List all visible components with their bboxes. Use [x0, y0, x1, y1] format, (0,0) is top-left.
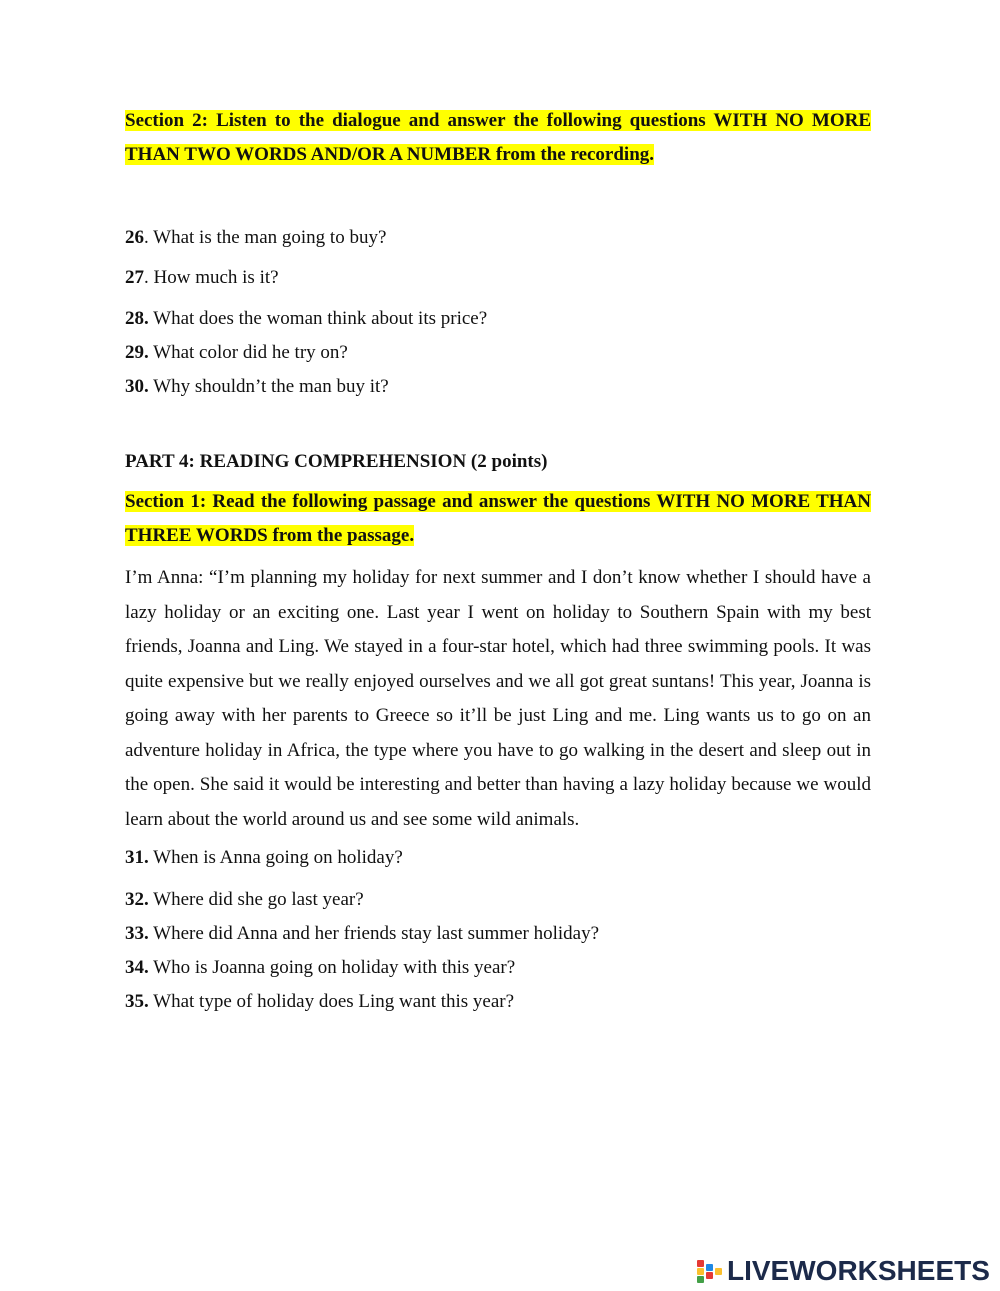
question-31 — [125, 846, 871, 870]
question-number: 35. — [125, 991, 149, 1012]
logo-tile-icon — [715, 1268, 722, 1275]
part-4-title: PART 4: READING COMPREHENSION (2 points) — [125, 451, 548, 472]
question-28 — [125, 307, 871, 331]
question-26 — [125, 226, 871, 250]
question-text: Why shouldn’t the man buy it? — [148, 376, 389, 397]
question-text: . How much is it? — [144, 267, 279, 288]
section-2-heading — [125, 104, 871, 172]
section-1-heading-text: Section 1: Read the following passage and answer the questions WITH NO MORE THAN THREE WORDS from the passage. — [125, 491, 871, 546]
question-27 — [125, 266, 871, 290]
logo-tile-icon — [697, 1260, 704, 1267]
question-number: 33. — [125, 923, 149, 944]
question-number: 28. — [125, 308, 149, 329]
question-text: What type of holiday does Ling want this year? — [148, 991, 515, 1012]
logo-tile-icon — [697, 1276, 704, 1283]
question-text: . What is the man going to buy? — [144, 227, 387, 248]
question-33 — [125, 922, 871, 946]
section-1-heading — [125, 485, 871, 553]
reading-passage: I’m Anna: “I’m planning my holiday for next summer and I don’t know whether I should have a lazy holiday or an exciting one. Last year I went on holiday to Southern Spain with my best friends, Joanna and Ling. We stayed in a four-star hotel, which had three swimming pools. It was quite expensive but we really enjoyed ourselves and we all got great suntans! This year, Joanna is going away with her parents to Greece so it’ll be just Ling and me. Ling wants us to go on an adventure holiday in Africa, the type where you have to go walking in the desert and sleep out in the open. She said it would be interesting and better than having a lazy holiday because we would learn about the world around us and see some wild animals. — [125, 567, 871, 830]
question-text: Where did Anna and her friends stay last summer holiday? — [148, 923, 599, 944]
question-number: 27 — [125, 267, 144, 288]
question-35 — [125, 990, 871, 1014]
question-number: 30. — [125, 376, 149, 397]
question-number: 32. — [125, 889, 149, 910]
question-text: Who is Joanna going on holiday with this year? — [148, 957, 516, 978]
question-text: Where did she go last year? — [148, 889, 364, 910]
question-text: When is Anna going on holiday? — [148, 847, 403, 868]
logo-tile-icon — [697, 1268, 704, 1275]
logo-tile-icon — [706, 1264, 713, 1271]
liveworksheets-logo-icon — [697, 1258, 723, 1284]
question-29 — [125, 341, 871, 365]
question-32 — [125, 888, 871, 912]
logo-tile-icon — [706, 1272, 713, 1279]
logo-text: LIVEWORKSHEETS — [727, 1255, 990, 1286]
section-2-heading-text: Section 2: Listen to the dialogue and answer the following questions WITH NO MORE THAN TWO WORDS AND/OR A NUMBER from the recording. — [125, 110, 871, 165]
question-text: What does the woman think about its price? — [148, 308, 488, 329]
question-34 — [125, 956, 871, 980]
question-number: 29. — [125, 342, 149, 363]
liveworksheets-logo[interactable] — [697, 1254, 990, 1288]
question-number: 34. — [125, 957, 149, 978]
question-30 — [125, 375, 871, 399]
question-number: 31. — [125, 847, 149, 868]
question-number: 26 — [125, 227, 144, 248]
question-text: What color did he try on? — [148, 342, 348, 363]
